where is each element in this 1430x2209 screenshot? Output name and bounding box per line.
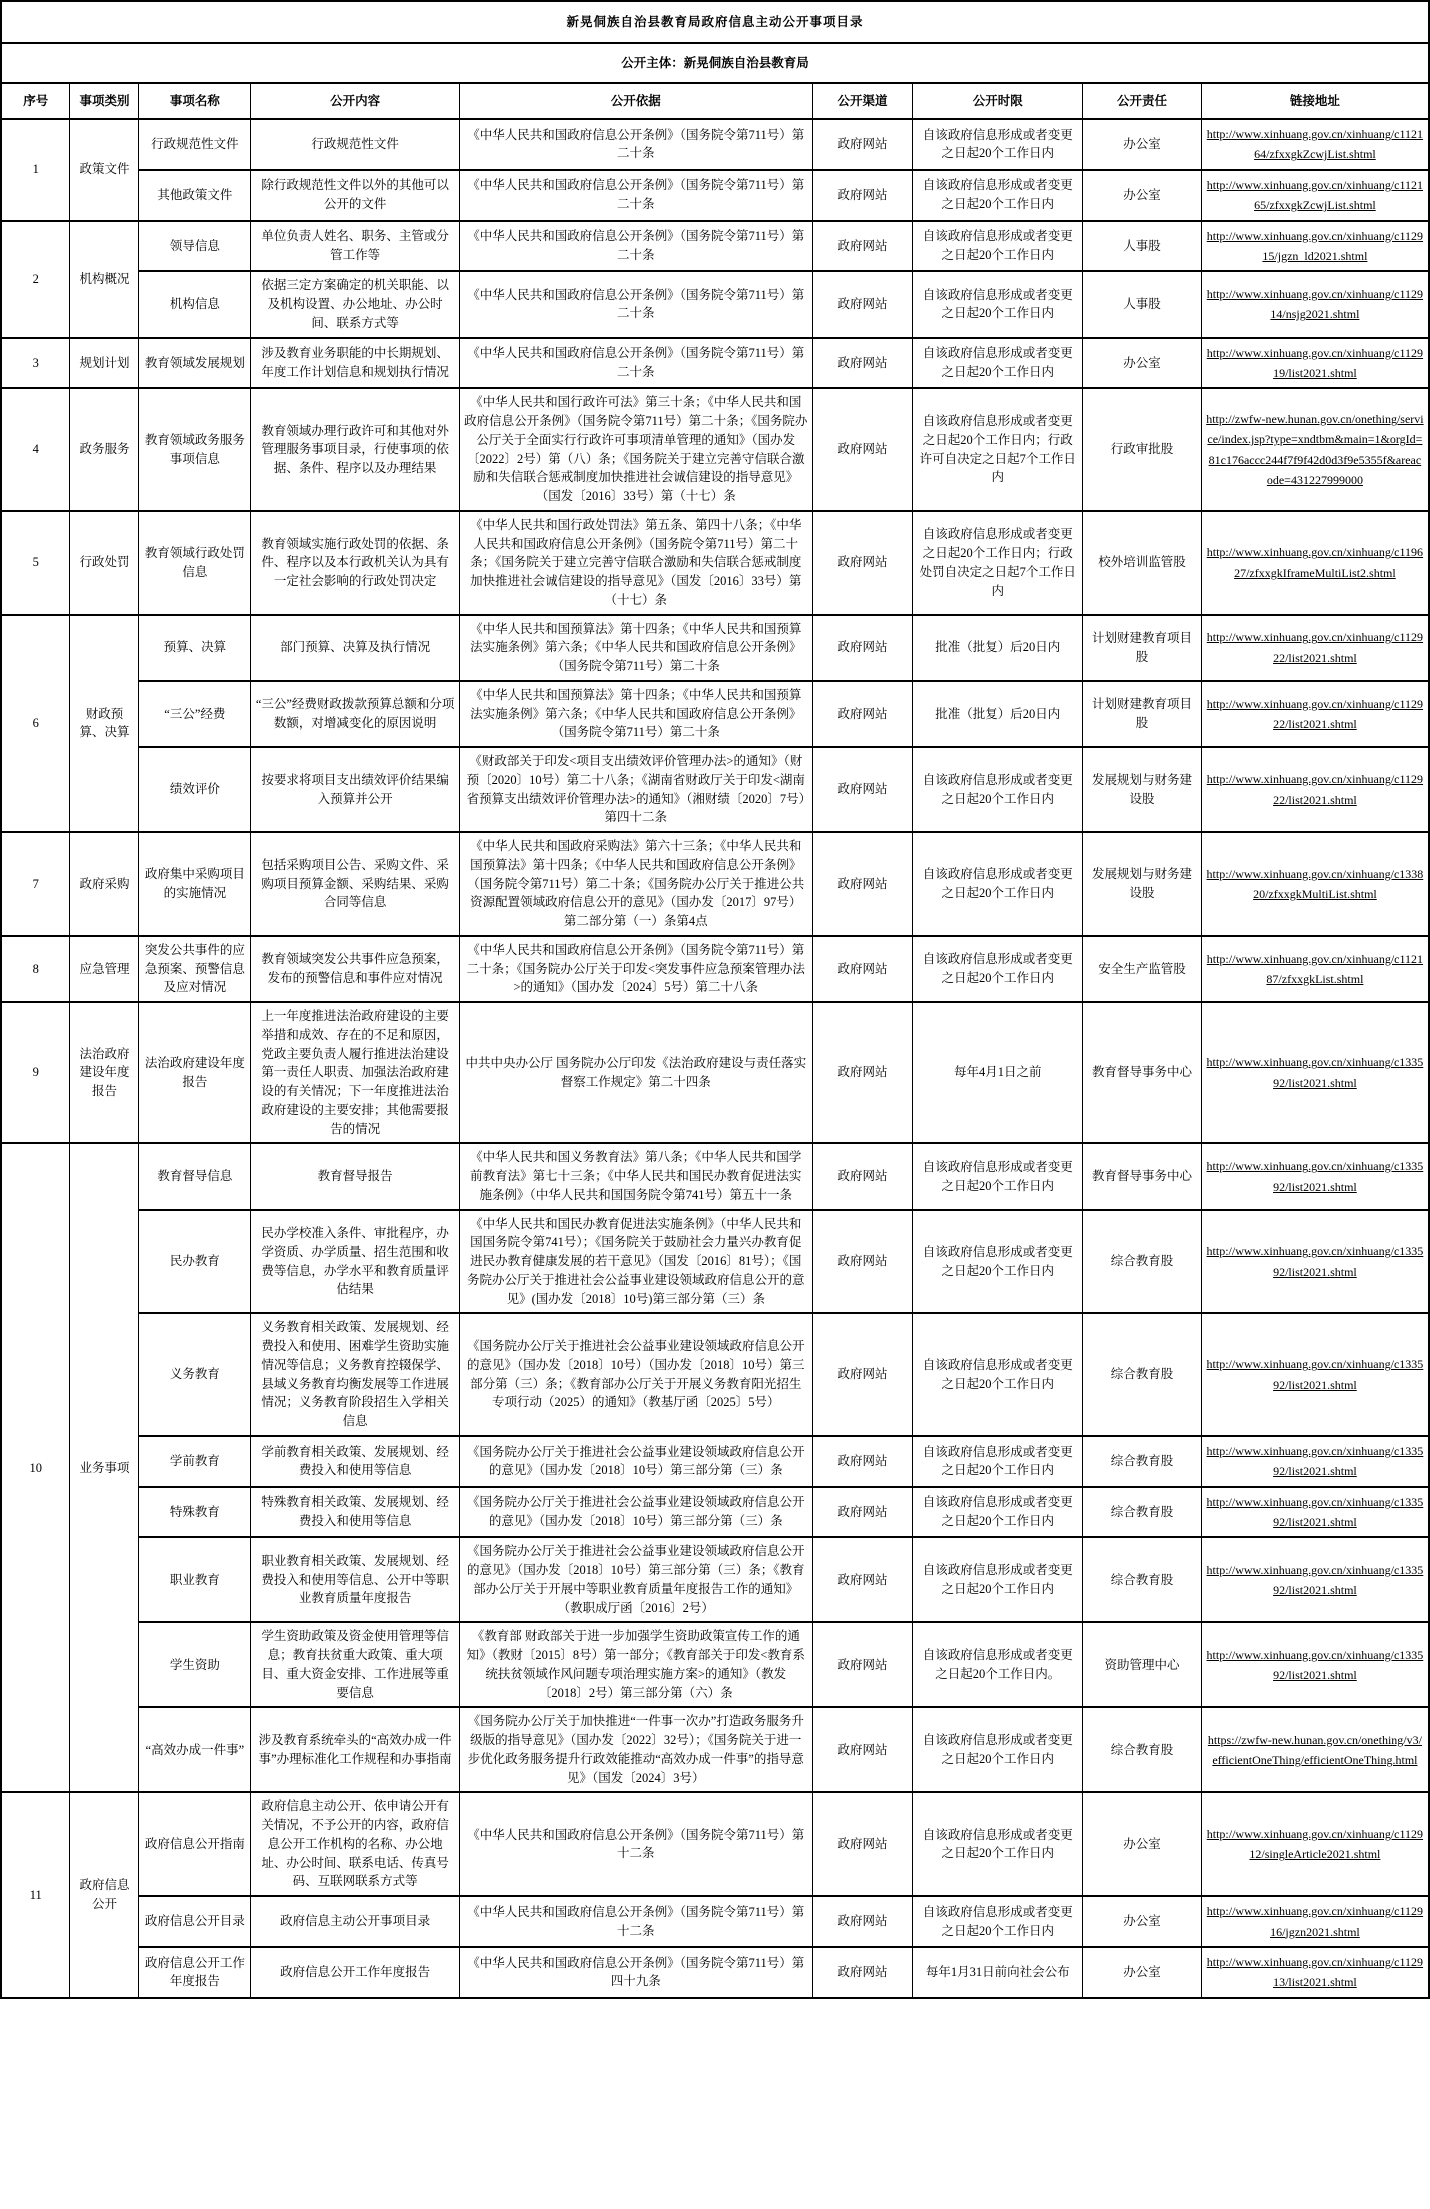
duty-cell: 计划财建教育项目股 [1083, 615, 1202, 681]
channel-cell: 政府网站 [812, 271, 913, 337]
content-cell: 包括采购项目公告、采购文件、采购项目预算金额、采购结果、采购合同等信息 [251, 832, 460, 936]
duty-cell: 综合教育股 [1083, 1707, 1202, 1792]
item-link[interactable]: http://www.xinhuang.gov.cn/xinhuang/c133592/list2021.shtml [1206, 1244, 1424, 1279]
item-link[interactable]: http://www.xinhuang.gov.cn/xinhuang/c112912/singleArticle2021.shtml [1206, 1826, 1424, 1862]
duty-cell: 办公室 [1083, 170, 1202, 221]
content-cell: 学生资助政策及资金使用管理等信息；教育扶贫重大政策、重大项目、重大资金安排、工作进展等重要信息 [251, 1622, 460, 1707]
table-row [1, 747, 1429, 832]
column-header-channel: 公开渠道 [812, 83, 913, 119]
deadline-cell: 自该政府信息形成或者变更之日起20个工作日内 [913, 1537, 1083, 1622]
content-cell: 职业教育相关政策、发展规划、经费投入和使用等信息、公开中等职业教育质量年度报告 [251, 1537, 460, 1622]
category-cell: 机构概况 [70, 221, 139, 338]
duty-cell: 综合教育股 [1083, 1537, 1202, 1622]
item-name-cell: 民办教育 [139, 1210, 251, 1314]
item-name-cell: “高效办成一件事” [139, 1707, 251, 1792]
deadline-cell: 自该政府信息形成或者变更之日起20个工作日内 [913, 1487, 1083, 1538]
table-row [1, 615, 1429, 681]
channel-cell: 政府网站 [812, 1792, 913, 1896]
basis-cell: 《中华人民共和国政府信息公开条例》（国务院令第711号）第二十条 [460, 119, 813, 170]
item-name-cell: 预算、决算 [139, 615, 251, 681]
content-cell: 政府信息公开工作年度报告 [251, 1947, 460, 1998]
basis-cell: 《中华人民共和国行政许可法》第三十条；《中华人民共和国政府信息公开条例》（国务院令第711号）第二十条；《国务院办公厅关于全面实行行政许可事项清单管理的通知》（国办发〔2022〕2号）第（八）条；《国务院关于建立完善守信联合激励和失信联合惩戒制度加快推进社会诚信建设的指导意见》（国发〔2016〕33号）第（十七）条 [460, 388, 813, 511]
channel-cell: 政府网站 [812, 1210, 913, 1314]
deadline-cell: 批准（批复）后20日内 [913, 615, 1083, 681]
content-cell: 政府信息主动公开事项目录 [251, 1896, 460, 1947]
basis-cell: 《中华人民共和国政府信息公开条例》（国务院令第711号）第二十条 [460, 271, 813, 337]
basis-cell: 《中华人民共和国预算法》第十四条；《中华人民共和国预算法实施条例》第六条；《中华人民共和国政府信息公开条例》（国务院令第711号）第二十条 [460, 681, 813, 747]
directory-table-body [1, 119, 1429, 1998]
category-cell: 法治政府建设年度报告 [70, 1002, 139, 1143]
row-number-cell: 7 [1, 832, 70, 936]
link-cell [1201, 1792, 1429, 1896]
content-cell: “三公”经费财政拨款预算总额和分项数额，对增减变化的原因说明 [251, 681, 460, 747]
item-name-cell: 职业教育 [139, 1537, 251, 1622]
row-number-cell: 8 [1, 936, 70, 1002]
channel-cell: 政府网站 [812, 221, 913, 272]
item-link[interactable]: https://zwfw-new.hunan.gov.cn/onething/v3/efficientOneThing/efficientOneThing.html [1207, 1732, 1422, 1767]
deadline-cell: 自该政府信息形成或者变更之日起20个工作日内 [913, 936, 1083, 1002]
link-cell [1201, 511, 1429, 615]
item-link[interactable]: http://www.xinhuang.gov.cn/xinhuang/c112922/list2021.shtml [1206, 696, 1424, 731]
content-cell: 按要求将项目支出绩效评价结果编入预算并公开 [251, 747, 460, 832]
channel-cell: 政府网站 [812, 1313, 913, 1436]
row-number-cell: 1 [1, 119, 70, 221]
column-header-item-name: 事项名称 [139, 83, 251, 119]
content-cell: 学前教育相关政策、发展规划、经费投入和使用等信息 [251, 1436, 460, 1487]
content-cell: 单位负责人姓名、职务、主管或分管工作等 [251, 221, 460, 272]
link-cell [1201, 832, 1429, 936]
table-row [1, 170, 1429, 221]
content-cell: 依据三定方案确定的机关职能、以及机构设置、办公地址、办公时间、联系方式等 [251, 271, 460, 337]
table-row [1, 221, 1429, 272]
category-cell: 行政处罚 [70, 511, 139, 615]
channel-cell: 政府网站 [812, 1487, 913, 1538]
content-cell: 上一年度推进法治政府建设的主要举措和成效、存在的不足和原因，党政主要负责人履行推进法治建设第一责任人职责、加强法治政府建设的有关情况；下一年度推进法治政府建设的主要安排；其他需要报告的情况 [251, 1002, 460, 1143]
link-cell [1201, 1622, 1429, 1707]
basis-cell: 《中华人民共和国政府信息公开条例》（国务院令第711号）第二十条 [460, 221, 813, 272]
column-header-basis: 公开依据 [460, 83, 813, 119]
channel-cell: 政府网站 [812, 388, 913, 511]
basis-cell: 《中华人民共和国政府信息公开条例》（国务院令第711号）第十二条 [460, 1896, 813, 1947]
item-name-cell: 政府集中采购项目的实施情况 [139, 832, 251, 936]
content-cell: 涉及教育业务职能的中长期规划、年度工作计划信息和规划执行情况 [251, 338, 460, 389]
link-cell [1201, 338, 1429, 389]
content-cell: 教育领域实施行政处罚的依据、条件、程序以及本行政机关认为具有一定社会影响的行政处罚决定 [251, 511, 460, 615]
deadline-cell: 自该政府信息形成或者变更之日起20个工作日内 [913, 119, 1083, 170]
item-name-cell: 学生资助 [139, 1622, 251, 1707]
deadline-cell: 自该政府信息形成或者变更之日起20个工作日内 [913, 271, 1083, 337]
category-cell: 政府信息公开 [70, 1792, 139, 1997]
table-row [1, 1792, 1429, 1896]
item-link[interactable]: http://www.xinhuang.gov.cn/xinhuang/c133592/list2021.shtml [1206, 1443, 1424, 1479]
table-row [1, 1622, 1429, 1707]
content-cell: 涉及教育系统牵头的“高效办成一件事”办理标准化工作规程和办事指南 [251, 1707, 460, 1792]
basis-cell: 《中华人民共和国政府采购法》第六十三条；《中华人民共和国预算法》第十四条；《中华人民共和国政府信息公开条例》（国务院令第711号）第二十条；《国务院办公厅关于推进公共资源配置领域政府信息公开的意见》（国办发〔2017〕97号）第二部分第（一）条第4点 [460, 832, 813, 936]
item-link[interactable]: http://www.xinhuang.gov.cn/xinhuang/c112187/zfxxgkList.shtml [1206, 951, 1424, 986]
deadline-cell: 自该政府信息形成或者变更之日起20个工作日内 [913, 1143, 1083, 1209]
column-header-no: 序号 [1, 83, 70, 119]
table-row [1, 936, 1429, 1002]
table-row [1, 1487, 1429, 1538]
basis-cell: 《中华人民共和国政府信息公开条例》（国务院令第711号）第二十条 [460, 170, 813, 221]
item-link[interactable]: http://www.xinhuang.gov.cn/xinhuang/c133592/list2021.shtml [1206, 1055, 1424, 1090]
channel-cell: 政府网站 [812, 832, 913, 936]
disclosure-subject: 公开主体：新晃侗族自治县教育局 [1, 43, 1429, 83]
channel-cell: 政府网站 [812, 1537, 913, 1622]
channel-cell: 政府网站 [812, 1143, 913, 1209]
deadline-cell: 自该政府信息形成或者变更之日起20个工作日内 [913, 1313, 1083, 1436]
item-link[interactable]: http://www.xinhuang.gov.cn/xinhuang/c112913/list2021.shtml [1206, 1954, 1424, 1990]
row-number-cell: 6 [1, 615, 70, 833]
link-cell [1201, 681, 1429, 747]
link-cell [1201, 747, 1429, 832]
category-cell: 业务事项 [70, 1143, 139, 1792]
row-number-cell: 5 [1, 511, 70, 615]
item-link[interactable]: http://zwfw-new.hunan.gov.cn/onething/service/index.jsp?type=xndtbm&main=1&orgId=81c176accc244f7f9f42d0d3f9e5355f&areacode=431227999000 [1206, 411, 1424, 488]
item-name-cell: 教育督导信息 [139, 1143, 251, 1209]
row-number-cell: 11 [1, 1792, 70, 1997]
deadline-cell: 自该政府信息形成或者变更之日起20个工作日内。 [913, 1622, 1083, 1707]
row-number-cell: 9 [1, 1002, 70, 1143]
link-cell [1201, 1487, 1429, 1538]
duty-cell: 办公室 [1083, 1896, 1202, 1947]
channel-cell: 政府网站 [812, 1622, 913, 1707]
duty-cell: 办公室 [1083, 1947, 1202, 1998]
channel-cell: 政府网站 [812, 1436, 913, 1487]
channel-cell: 政府网站 [812, 615, 913, 681]
channel-cell: 政府网站 [812, 511, 913, 615]
channel-cell: 政府网站 [812, 170, 913, 221]
duty-cell: 综合教育股 [1083, 1313, 1202, 1436]
table-row [1, 681, 1429, 747]
item-link[interactable]: http://www.xinhuang.gov.cn/xinhuang/c112922/list2021.shtml [1206, 772, 1424, 807]
deadline-cell: 自该政府信息形成或者变更之日起20个工作日内 [913, 1792, 1083, 1896]
item-name-cell: “三公”经费 [139, 681, 251, 747]
link-cell [1201, 1537, 1429, 1622]
duty-cell: 综合教育股 [1083, 1436, 1202, 1487]
basis-cell: 《中华人民共和国预算法》第十四条；《中华人民共和国预算法实施条例》第六条；《中华人民共和国政府信息公开条例》（国务院令第711号）第二十条 [460, 615, 813, 681]
duty-cell: 发展规划与财务建设股 [1083, 832, 1202, 936]
table-row [1, 1947, 1429, 1998]
link-cell [1201, 170, 1429, 221]
channel-cell: 政府网站 [812, 936, 913, 1002]
channel-cell: 政府网站 [812, 119, 913, 170]
channel-cell: 政府网站 [812, 681, 913, 747]
deadline-cell: 自该政府信息形成或者变更之日起20个工作日内；行政许可自决定之日起7个工作日内 [913, 388, 1083, 511]
duty-cell: 行政审批股 [1083, 388, 1202, 511]
item-name-cell: 领导信息 [139, 221, 251, 272]
item-name-cell: 政府信息公开目录 [139, 1896, 251, 1947]
table-row [1, 1210, 1429, 1314]
item-link[interactable]: http://www.xinhuang.gov.cn/xinhuang/c133592/list2021.shtml [1206, 1494, 1424, 1530]
column-header-deadline: 公开时限 [913, 83, 1083, 119]
duty-cell: 综合教育股 [1083, 1487, 1202, 1538]
table-row [1, 119, 1429, 170]
deadline-cell: 自该政府信息形成或者变更之日起20个工作日内 [913, 1436, 1083, 1487]
item-name-cell: 法治政府建设年度报告 [139, 1002, 251, 1143]
link-cell [1201, 1896, 1429, 1947]
item-link[interactable]: http://www.xinhuang.gov.cn/xinhuang/c112165/zfxxgkZcwjList.shtml [1206, 177, 1424, 213]
table-row [1, 388, 1429, 511]
category-cell: 政策文件 [70, 119, 139, 221]
deadline-cell: 自该政府信息形成或者变更之日起20个工作日内 [913, 832, 1083, 936]
deadline-cell: 自该政府信息形成或者变更之日起20个工作日内 [913, 747, 1083, 832]
duty-cell: 办公室 [1083, 1792, 1202, 1896]
table-row [1, 1143, 1429, 1209]
item-link[interactable]: http://www.xinhuang.gov.cn/xinhuang/c112916/jgzn2021.shtml [1206, 1904, 1424, 1939]
duty-cell: 办公室 [1083, 338, 1202, 389]
basis-cell: 《国务院办公厅关于推进社会公益事业建设领域政府信息公开的意见》（国办发〔2018〕10号）第三部分第（三）条 [460, 1436, 813, 1487]
link-cell [1201, 388, 1429, 511]
item-link[interactable]: http://www.xinhuang.gov.cn/xinhuang/c112915/jgzn_ld2021.shtml [1206, 228, 1424, 263]
item-name-cell: 政府信息公开指南 [139, 1792, 251, 1896]
duty-cell: 计划财建教育项目股 [1083, 681, 1202, 747]
duty-cell: 安全生产监管股 [1083, 936, 1202, 1002]
link-cell [1201, 936, 1429, 1002]
row-number-cell: 10 [1, 1143, 70, 1792]
channel-cell: 政府网站 [812, 1896, 913, 1947]
table-row [1, 1537, 1429, 1622]
category-cell: 政务服务 [70, 388, 139, 511]
item-name-cell: 绩效评价 [139, 747, 251, 832]
deadline-cell: 每年1月31日前向社会公布 [913, 1947, 1083, 1998]
channel-cell: 政府网站 [812, 1947, 913, 1998]
channel-cell: 政府网站 [812, 1002, 913, 1143]
basis-cell: 《国务院办公厅关于推进社会公益事业建设领域政府信息公开的意见》（国办发〔2018〕10号）第三部分第（三）条 [460, 1487, 813, 1538]
content-cell: 特殊教育相关政策、发展规划、经费投入和使用等信息 [251, 1487, 460, 1538]
deadline-cell: 自该政府信息形成或者变更之日起20个工作日内 [913, 170, 1083, 221]
item-name-cell: 其他政策文件 [139, 170, 251, 221]
content-cell: 教育领域突发公共事件应急预案，发布的预警信息和事件应对情况 [251, 936, 460, 1002]
deadline-cell: 自该政府信息形成或者变更之日起20个工作日内 [913, 1210, 1083, 1314]
item-link[interactable]: http://www.xinhuang.gov.cn/xinhuang/c133592/list2021.shtml [1206, 1562, 1424, 1597]
item-link[interactable]: http://www.xinhuang.gov.cn/xinhuang/c133592/list2021.shtml [1206, 1159, 1424, 1194]
table-row [1, 1707, 1429, 1792]
item-link[interactable]: http://www.xinhuang.gov.cn/xinhuang/c133820/zfxxgkMultiList.shtml [1206, 866, 1424, 901]
basis-cell: 《中华人民共和国民办教育促进法实施条例》（中华人民共和国国务院令第741号）；《国务院关于鼓励社会力量兴办教育促进民办教育健康发展的若干意见》（国发〔2016〕81号）；《国务院办公厅关于推进社会公益事业建设领域政府信息公开的意见》(国办发〔2018〕10号)第三部分第（三）条 [460, 1210, 813, 1314]
item-link[interactable]: http://www.xinhuang.gov.cn/xinhuang/c112914/nsjg2021.shtml [1206, 287, 1424, 322]
deadline-cell: 自该政府信息形成或者变更之日起20个工作日内 [913, 221, 1083, 272]
item-link[interactable]: http://www.xinhuang.gov.cn/xinhuang/c119627/zfxxgkIframeMultiList2.shtml [1206, 545, 1424, 580]
basis-cell: 《国务院办公厅关于推进社会公益事业建设领域政府信息公开的意见》（国办发〔2018〕10号）（国办发〔2018〕10号）第三部分第（三）条；《教育部办公厅关于开展义务教育阳光招生专项行动（2025）的通知》（教基厅函〔2025〕5号） [460, 1313, 813, 1436]
item-name-cell: 教育领域发展规划 [139, 338, 251, 389]
item-name-cell: 机构信息 [139, 271, 251, 337]
item-link[interactable]: http://www.xinhuang.gov.cn/xinhuang/c112164/zfxxgkZcwjList.shtml [1206, 127, 1424, 162]
item-name-cell: 义务教育 [139, 1313, 251, 1436]
basis-cell: 《中华人民共和国义务教育法》第八条；《中华人民共和国学前教育法》第七十三条；《中华人民共和国民办教育促进法实施条例》（中华人民共和国国务院令第741号）第五十一条 [460, 1143, 813, 1209]
deadline-cell: 每年4月1日之前 [913, 1002, 1083, 1143]
basis-cell: 《中华人民共和国政府信息公开条例》（国务院令第711号）第二十条 [460, 338, 813, 389]
basis-cell: 中共中央办公厅 国务院办公厅印发《法治政府建设与责任落实督察工作规定》第二十四条 [460, 1002, 813, 1143]
table-row [1, 338, 1429, 389]
basis-cell: 《财政部关于印发<项目支出绩效评价管理办法>的通知》（财预〔2020〕10号）第二十八条；《湖南省财政厅关于印发<湖南省预算支出绩效评价管理办法>的通知》（湘财绩〔2020〕7号）第四十二条 [460, 747, 813, 832]
duty-cell: 教育督导事务中心 [1083, 1143, 1202, 1209]
channel-cell: 政府网站 [812, 338, 913, 389]
item-name-cell: 教育领域政务服务事项信息 [139, 388, 251, 511]
item-name-cell: 学前教育 [139, 1436, 251, 1487]
column-header-duty: 公开责任 [1083, 83, 1202, 119]
duty-cell: 人事股 [1083, 221, 1202, 272]
link-cell [1201, 119, 1429, 170]
table-row [1, 1313, 1429, 1436]
deadline-cell: 自该政府信息形成或者变更之日起20个工作日内 [913, 338, 1083, 389]
item-name-cell: 行政规范性文件 [139, 119, 251, 170]
item-name-cell: 突发公共事件的应急预案、预警信息及应对情况 [139, 936, 251, 1002]
category-cell: 财政预算、决算 [70, 615, 139, 833]
deadline-cell: 自该政府信息形成或者变更之日起20个工作日内 [913, 1896, 1083, 1947]
channel-cell: 政府网站 [812, 1707, 913, 1792]
table-row [1, 1002, 1429, 1143]
duty-cell: 人事股 [1083, 271, 1202, 337]
content-cell: 教育领域办理行政许可和其他对外管理服务事项目录，行使事项的依据、条件、程序以及办理结果 [251, 388, 460, 511]
content-cell: 部门预算、决算及执行情况 [251, 615, 460, 681]
basis-cell: 《中华人民共和国政府信息公开条例》（国务院令第711号）第二十条；《国务院办公厅关于印发<突发事件应急预案管理办法>的通知》（国办发〔2024〕5号）第二十八条 [460, 936, 813, 1002]
content-cell: 义务教育相关政策、发展规划、经费投入和使用、困难学生资助实施情况等信息；义务教育控辍保学、县域义务教育均衡发展等工作进展情况；义务教育阶段招生入学相关信息 [251, 1313, 460, 1436]
duty-cell: 办公室 [1083, 119, 1202, 170]
duty-cell: 教育督导事务中心 [1083, 1002, 1202, 1143]
row-number-cell: 3 [1, 338, 70, 389]
basis-cell: 《中华人民共和国政府信息公开条例》（国务院令第711号）第十二条 [460, 1792, 813, 1896]
item-name-cell: 特殊教育 [139, 1487, 251, 1538]
duty-cell: 校外培训监管股 [1083, 511, 1202, 615]
deadline-cell: 自该政府信息形成或者变更之日起20个工作日内 [913, 1707, 1083, 1792]
link-cell [1201, 1210, 1429, 1314]
link-cell [1201, 221, 1429, 272]
basis-cell: 《中华人民共和国行政处罚法》第五条、第四十八条；《中华人民共和国政府信息公开条例》（国务院令第711号）第二十条；《国务院关于建立完善守信联合激励和失信联合惩戒制度加快推进社会诚信建设的指导意见》（国发〔2016〕33号）第（十七）条 [460, 511, 813, 615]
basis-cell: 《中华人民共和国政府信息公开条例》（国务院令第711号）第四十九条 [460, 1947, 813, 1998]
table-row [1, 271, 1429, 337]
link-cell [1201, 271, 1429, 337]
link-cell [1201, 1436, 1429, 1487]
column-header-category: 事项类别 [70, 83, 139, 119]
title-row [1, 1, 1429, 43]
row-number-cell: 2 [1, 221, 70, 338]
item-link[interactable]: http://www.xinhuang.gov.cn/xinhuang/c112919/list2021.shtml [1206, 345, 1424, 380]
column-header-row [1, 83, 1429, 119]
table-row [1, 511, 1429, 615]
deadline-cell: 批准（批复）后20日内 [913, 681, 1083, 747]
table-row [1, 832, 1429, 936]
channel-cell: 政府网站 [812, 747, 913, 832]
basis-cell: 《教育部 财政部关于进一步加强学生资助政策宣传工作的通知》（教财〔2015〕8号）第一部分；《教育部关于印发<教育系统扶贫领域作风问题专项治理实施方案>的通知》（教发〔2018〕2号）第三部分第（六）条 [460, 1622, 813, 1707]
subject-row [1, 43, 1429, 83]
duty-cell: 综合教育股 [1083, 1210, 1202, 1314]
duty-cell: 发展规划与财务建设股 [1083, 747, 1202, 832]
column-header-content: 公开内容 [251, 83, 460, 119]
deadline-cell: 自该政府信息形成或者变更之日起20个工作日内；行政处罚自决定之日起7个工作日内 [913, 511, 1083, 615]
item-link[interactable]: http://www.xinhuang.gov.cn/xinhuang/c133592/list2021.shtml [1206, 1357, 1424, 1392]
column-header-link: 链接地址 [1201, 83, 1429, 119]
page-title: 新晃侗族自治县教育局政府信息主动公开事项目录 [1, 1, 1429, 43]
item-name-cell: 政府信息公开工作年度报告 [139, 1947, 251, 1998]
basis-cell: 《国务院办公厅关于加快推进“一件事一次办”打造政务服务升级版的指导意见》（国办发〔2022〕32号）；《国务院关于进一步优化政务服务提升行政效能推动“高效办成一件事”的指导意见》（国发〔2024〕3号） [460, 1707, 813, 1792]
duty-cell: 资助管理中心 [1083, 1622, 1202, 1707]
link-cell [1201, 1002, 1429, 1143]
content-cell: 行政规范性文件 [251, 119, 460, 170]
content-cell: 除行政规范性文件以外的其他可以公开的文件 [251, 170, 460, 221]
basis-cell: 《国务院办公厅关于推进社会公益事业建设领域政府信息公开的意见》（国办发〔2018〕10号）第三部分第（三）条；《教育部办公厅关于开展中等职业教育质量年度报告工作的通知》（教职成厅函〔2016〕2号） [460, 1537, 813, 1622]
link-cell [1201, 1143, 1429, 1209]
category-cell: 政府采购 [70, 832, 139, 936]
item-name-cell: 教育领域行政处罚信息 [139, 511, 251, 615]
category-cell: 应急管理 [70, 936, 139, 1002]
table-row [1, 1896, 1429, 1947]
content-cell: 民办学校准入条件、审批程序，办学资质、办学质量、招生范围和收费等信息，办学水平和教育质量评估结果 [251, 1210, 460, 1314]
row-number-cell: 4 [1, 388, 70, 511]
link-cell [1201, 615, 1429, 681]
category-cell: 规划计划 [70, 338, 139, 389]
table-row [1, 1436, 1429, 1487]
item-link[interactable]: http://www.xinhuang.gov.cn/xinhuang/c133592/list2021.shtml [1206, 1647, 1424, 1682]
link-cell [1201, 1707, 1429, 1792]
link-cell [1201, 1313, 1429, 1436]
link-cell [1201, 1947, 1429, 1998]
content-cell: 教育督导报告 [251, 1143, 460, 1209]
item-link[interactable]: http://www.xinhuang.gov.cn/xinhuang/c112922/list2021.shtml [1206, 630, 1424, 665]
content-cell: 政府信息主动公开、依申请公开有关情况，不予公开的内容，政府信息公开工作机构的名称、办公地址、办公时间、联系电话、传真号码、互联网联系方式等 [251, 1792, 460, 1896]
